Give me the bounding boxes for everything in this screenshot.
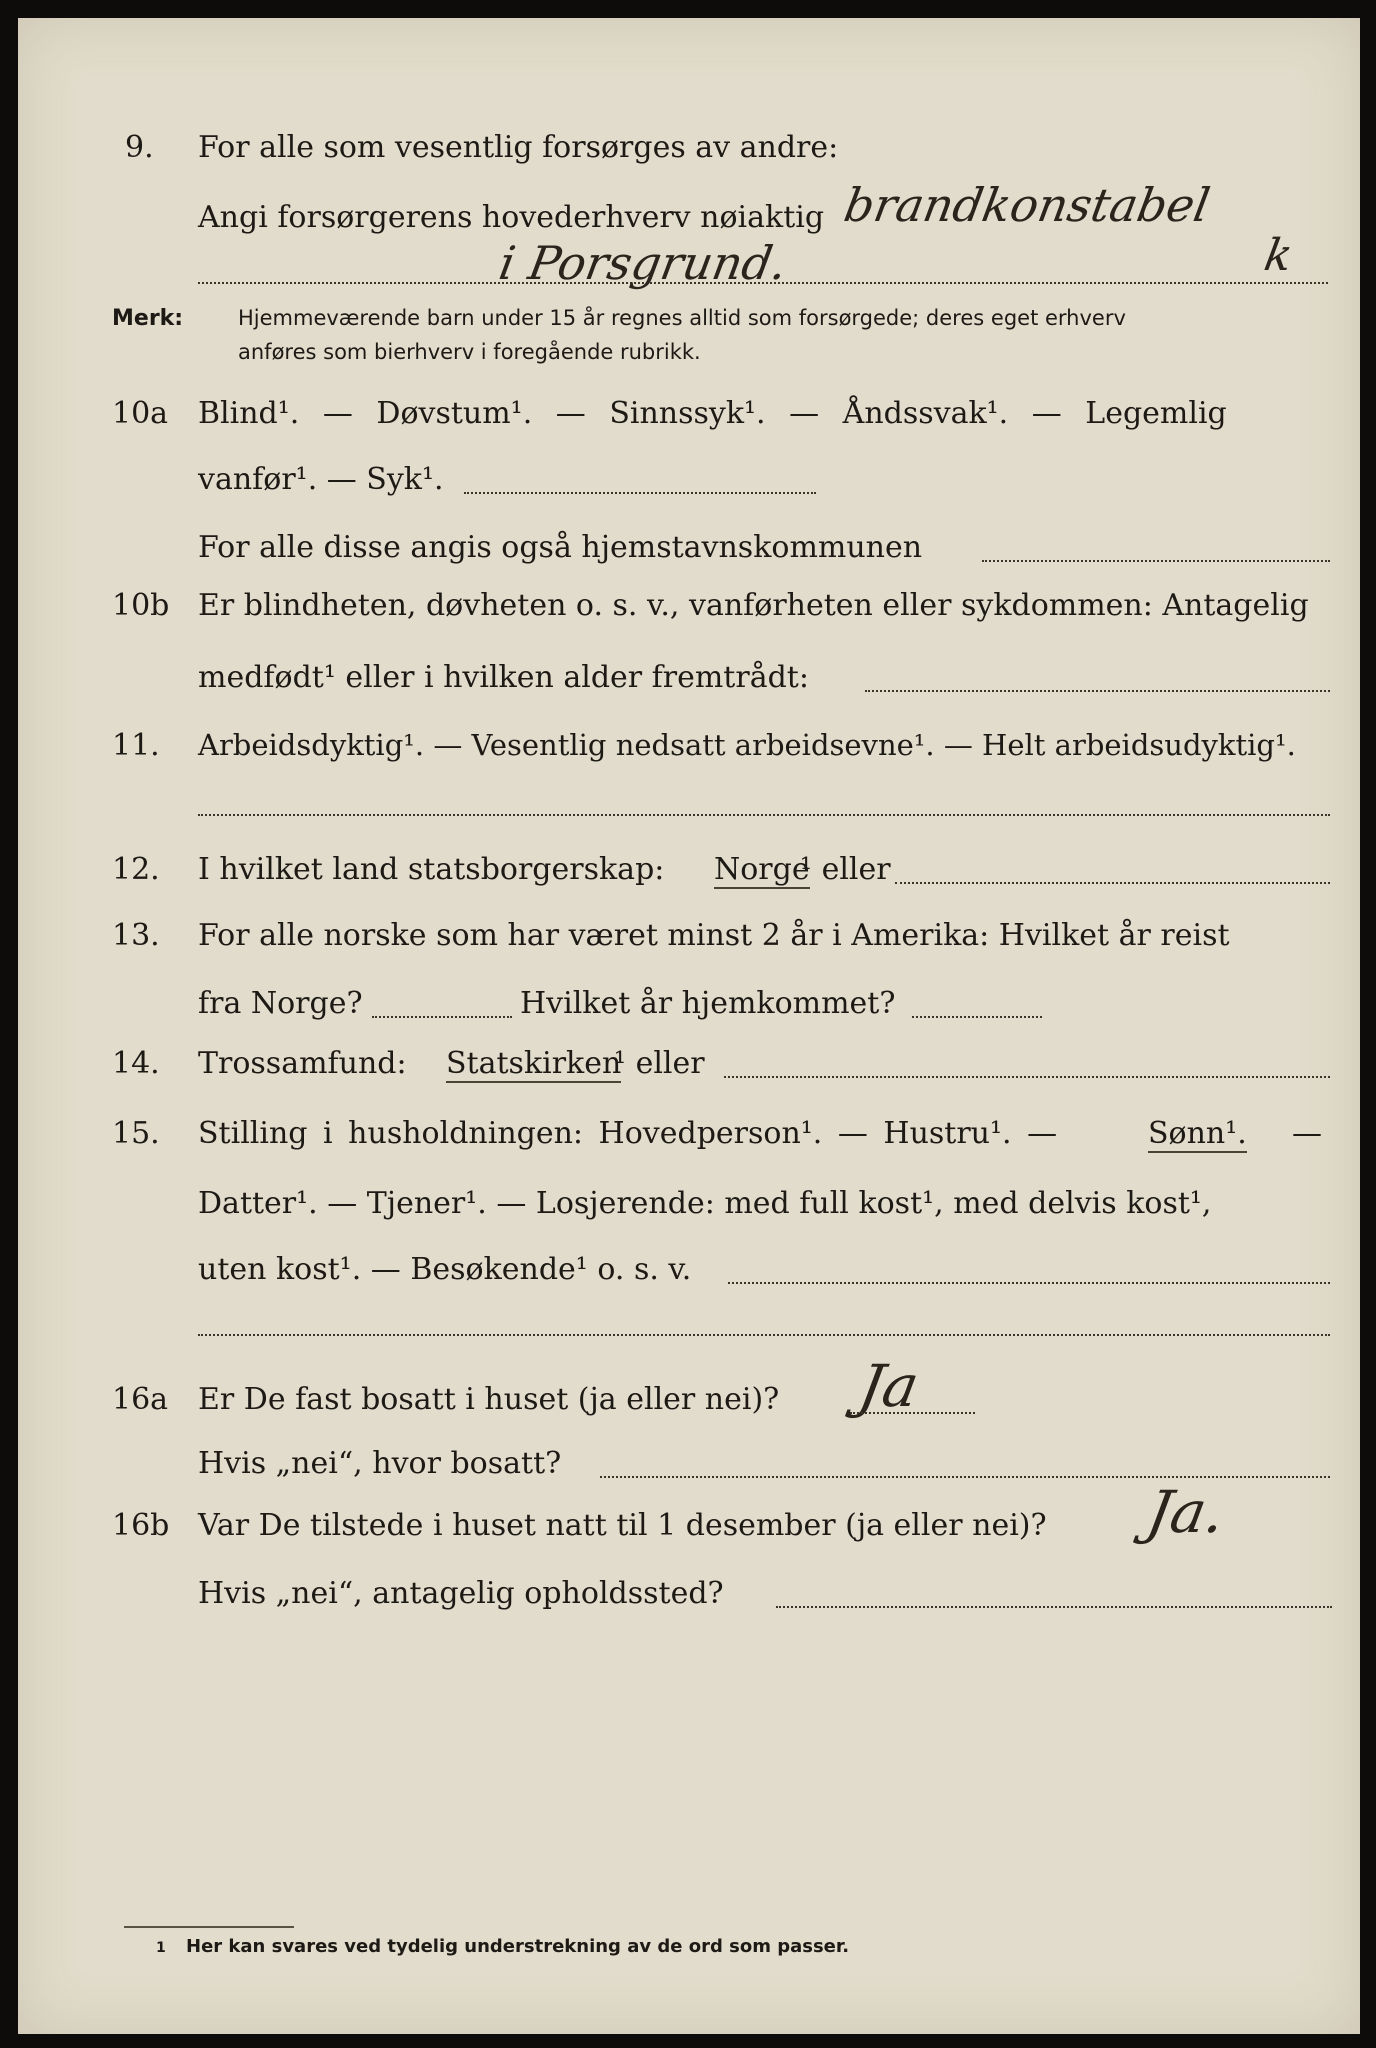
q13-year-return-line <box>912 1016 1042 1018</box>
q16b-row-1 <box>0 1478 1376 1558</box>
q10a-hometown-line <box>982 560 1330 562</box>
q14-answer-line <box>724 1076 1330 1078</box>
q9-handwritten-mark: k <box>1260 230 1297 281</box>
q10a-question: Blind¹. — Døvstum¹. — Sinnssyk¹. — Åndssvak¹. — Legemlig <box>198 396 1227 431</box>
q15-answer-line <box>728 1282 1330 1284</box>
q15-row-2 <box>0 1186 1376 1236</box>
q12-answer-line <box>895 882 1330 884</box>
q10b-question-line2: medfødt¹ eller i hvilken alder fremtrådt: <box>198 660 809 695</box>
q16a-number: 16a <box>112 1382 169 1417</box>
q12-question: I hvilket land statsborgerskap: <box>198 852 665 887</box>
q16b-location-line <box>776 1606 1332 1608</box>
q15-question: Stilling i husholdningen: Hovedperson¹. — Hustru¹. — <box>198 1116 1058 1151</box>
q12-underlined-answer: Norge <box>714 852 810 887</box>
q14-underlined-answer: Statskirken <box>446 1046 622 1081</box>
q11-number: 11. <box>112 728 160 763</box>
q9-number: 9. <box>125 130 154 165</box>
q9-question-line2: Angi forsørgerens hovederhverv nøiaktig <box>198 200 825 235</box>
q15-row-4 <box>0 1316 1376 1366</box>
q15-question-line3: uten kost¹. — Besøkende¹ o. s. v. <box>198 1252 692 1287</box>
q11-row-1 <box>0 728 1376 778</box>
q16a-answer-line <box>850 1412 975 1414</box>
q15-dash: — <box>1292 1116 1322 1151</box>
q12-row <box>0 852 1376 902</box>
q16a-row-1 <box>0 1352 1376 1432</box>
q16a-handwritten-answer: Ja <box>854 1352 924 1420</box>
footnote-text: Her kan svares ved tydelig understrekning av de ord som passer. <box>186 1936 850 1957</box>
footnote-rule <box>124 1926 294 1928</box>
q10b-question: Er blindheten, døvheten o. s. v., vanførheten eller sykdommen: Antagelig <box>198 588 1309 623</box>
q9-question: For alle som vesentlig forsørges av andre: <box>198 130 839 165</box>
merk-label: Merk: <box>112 306 184 331</box>
q13-row-2 <box>0 986 1376 1036</box>
q13-row-1 <box>0 918 1376 968</box>
q14-row <box>0 1046 1376 1096</box>
q16b-question-line2: Hvis „nei“, antagelig opholdssted? <box>198 1576 724 1611</box>
q14-question-suffix: ¹ eller <box>614 1046 705 1081</box>
q16a-question-line2: Hvis „nei“, hvor bosatt? <box>198 1446 562 1481</box>
q10a-question-line3: For alle disse angis også hjemstavnskommunen <box>198 530 923 565</box>
q15-row-1 <box>0 1116 1376 1166</box>
q13-number: 13. <box>112 918 160 953</box>
merk-note-line2: anføres som bierhverv i foregående rubrikk. <box>238 340 701 364</box>
q10a-answer-line <box>464 492 816 494</box>
q15-underlined-answer: Sønn¹. <box>1148 1116 1247 1151</box>
q13-question-left: fra Norge? <box>198 986 363 1021</box>
q12-question-suffix: ¹ eller <box>800 852 891 887</box>
q11-answer-line <box>198 814 1330 816</box>
q10b-row-1 <box>0 588 1376 638</box>
q10b-number: 10b <box>112 588 170 623</box>
merk-note-line1: Hjemmeværende barn under 15 år regnes alltid som forsørgede; deres eget erhverv <box>238 306 1126 330</box>
footnote-row <box>0 1936 1376 1986</box>
q9-row-1 <box>0 130 1376 180</box>
q10a-row-1 <box>0 396 1376 446</box>
q13-question: For alle norske som har været minst 2 år i Amerika: Hvilket år reist <box>198 918 1230 953</box>
q16b-number: 16b <box>112 1508 170 1543</box>
q10b-answer-line <box>865 690 1330 692</box>
q9-row-3 <box>0 230 1376 298</box>
q16b-row-2 <box>0 1576 1376 1626</box>
q10a-row-2 <box>0 462 1376 512</box>
q13-question-return: Hvilket år hjemkommet? <box>520 986 896 1021</box>
q14-number: 14. <box>112 1046 160 1081</box>
q14-question: Trossamfund: <box>198 1046 407 1081</box>
q10b-row-2 <box>0 660 1376 710</box>
q12-number: 12. <box>112 852 160 887</box>
q9-handwritten-answer: brandkonstabel <box>840 178 1214 232</box>
q10a-row-3 <box>0 530 1376 580</box>
q9-handwritten-answer-line2: i Porsgrund. <box>495 236 792 290</box>
q11-question: Arbeidsdyktig¹. — Vesentlig nedsatt arbeidsevne¹. — Helt arbeidsudyktig¹. <box>198 728 1296 762</box>
q15-number: 15. <box>112 1116 160 1151</box>
q11-row-2 <box>0 790 1376 840</box>
q16a-question: Er De fast bosatt i huset (ja eller nei)? <box>198 1382 780 1417</box>
q10a-question-line2: vanfør¹. — Syk¹. <box>198 462 444 497</box>
q15-answer-line2 <box>198 1334 1330 1336</box>
merk-row-2 <box>0 340 1376 390</box>
q16b-handwritten-answer: Ja. <box>1142 1478 1231 1546</box>
q15-row-3 <box>0 1252 1376 1302</box>
q16b-question: Var De tilstede i huset natt til 1 desember (ja eller nei)? <box>198 1508 1047 1543</box>
footnote-mark: 1 <box>156 1940 166 1956</box>
q15-question-line2: Datter¹. — Tjener¹. — Losjerende: med full kost¹, med delvis kost¹, <box>198 1186 1212 1221</box>
q13-year-left-line <box>372 1016 512 1018</box>
q10a-number: 10a <box>112 396 169 431</box>
